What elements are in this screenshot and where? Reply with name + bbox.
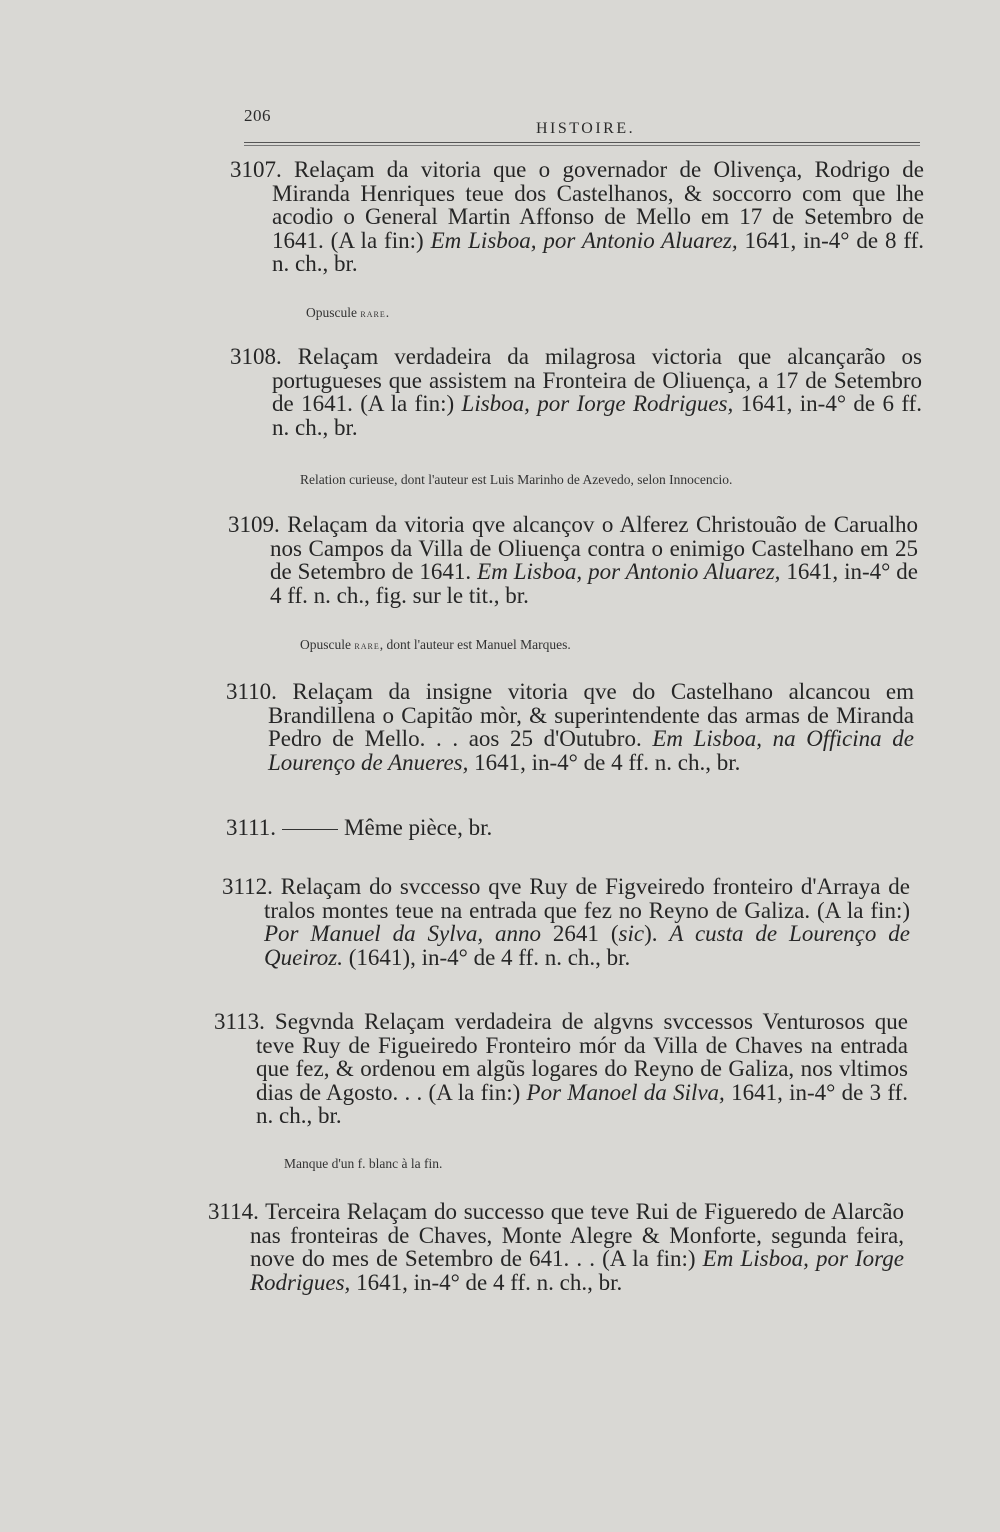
entry-imprint: Lisboa, por Iorge Rodrigues, bbox=[461, 391, 734, 416]
note-text: Opuscule bbox=[300, 637, 355, 652]
entry-imprint: Em Lisboa, por Antonio Aluarez, bbox=[430, 227, 738, 253]
entry-text: Relaçam da vitoria que o governador de Olivença, Rodrigo de Miranda Henriques teue dos Castelhanos, & soccorro com que lhe acodio o General Martin Affonso de Mello em 17 de Setembro de 1641. (A la fin:) bbox=[272, 157, 924, 253]
entry-text: Relaçam da vitoria qve alcançov o Alferez Christouão de Carualho nos Campos da Villa de Oliuença contra o enimigo Castelhano em 25 de Setembro de 1641. bbox=[270, 512, 918, 584]
entry-text-end: 1641, in-4° de 3 ff. n. ch., br. bbox=[256, 1079, 908, 1128]
entry-text-end: (1641), in-4° de 4 ff. n. ch., br. bbox=[343, 944, 631, 970]
note-3107 bbox=[306, 305, 389, 321]
entry-text-end: 1641, in-4° de 4 ff. n. ch., fig. sur le tit., br. bbox=[270, 559, 918, 608]
note-text-end: . bbox=[385, 305, 390, 320]
entry-sic: sic bbox=[618, 921, 645, 946]
entry-number: 3111. bbox=[226, 815, 277, 840]
entry-text-end: 1641, in-4° de 8 ff. n. ch., br. bbox=[272, 227, 925, 276]
entry-text: Terceira Relaçam do successo que teve Rui de Figueredo de Alarcão nas fronteiras de Chaves, Monte Alegre & Monforte, segunda feira, nove do mes de Setembro de 641. . . (A la fin:) bbox=[250, 1199, 904, 1271]
entry-number: 3108. bbox=[230, 344, 282, 369]
note-text-end: , dont l'auteur est Manuel Marques. bbox=[379, 637, 571, 652]
entry-3109 bbox=[228, 512, 918, 608]
entry-3114 bbox=[208, 1199, 904, 1295]
note-text: Opuscule bbox=[306, 305, 361, 320]
entry-imprint: Por Manoel da Silva, bbox=[526, 1079, 725, 1105]
entry-imprint: Em Lisboa, na Officina de Lourenço de Anueres, bbox=[268, 726, 914, 775]
entry-3113 bbox=[214, 1009, 908, 1128]
entry-imprint: Em Lisboa, por Iorge Rodrigues, bbox=[250, 1246, 904, 1295]
entry-number: 3109. bbox=[228, 512, 280, 537]
entry-imprint: Por Manuel da Sylva, anno bbox=[264, 921, 541, 946]
entry-number: 3112. bbox=[222, 874, 273, 899]
entry-3112 bbox=[222, 874, 910, 970]
entry-text-end: 1641, in-4° de 4 ff. n. ch., br. bbox=[468, 749, 741, 775]
entry-text-end: 1641, in-4° de 4 ff. n. ch., br. bbox=[350, 1269, 623, 1295]
entry-imprint-2: A custa de Lourenço de Queiroz. bbox=[264, 921, 910, 970]
entry-text-mid2: ). bbox=[644, 921, 670, 946]
entry-3107 bbox=[230, 157, 925, 276]
entry-text: Relaçam do svccesso qve Ruy de Figveiredo fronteiro d'Arraya de tralos montes teue na entrada que fez no Reyno de Galiza. (A la fin:) bbox=[264, 874, 910, 923]
entry-text-mid: 2641 ( bbox=[541, 921, 619, 946]
entry-number: 3113. bbox=[214, 1009, 265, 1034]
entry-3111 bbox=[226, 815, 908, 840]
page-number: 206 bbox=[244, 106, 271, 125]
ditto-dash bbox=[282, 829, 338, 830]
running-head: HISTOIRE. bbox=[536, 120, 636, 137]
note-smallcaps: rare bbox=[360, 306, 386, 320]
entry-text: Même pièce, br. bbox=[344, 815, 493, 840]
entry-number: 3114. bbox=[208, 1199, 259, 1224]
header-rule bbox=[244, 142, 920, 146]
entry-3110 bbox=[226, 679, 914, 775]
entry-number: 3107. bbox=[230, 157, 282, 182]
entry-imprint: Em Lisboa, por Antonio Aluarez, bbox=[477, 559, 781, 584]
note-smallcaps: rare bbox=[354, 638, 380, 652]
note-3113: Manque d'un f. blanc à la fin. bbox=[284, 1156, 443, 1171]
note-3109 bbox=[300, 637, 571, 653]
note-3108: Relation curieuse, dont l'auteur est Luis Marinho de Azevedo, selon Innocencio. bbox=[300, 472, 733, 487]
entry-number: 3110. bbox=[226, 679, 277, 704]
entry-text: Segvnda Relaçam verdadeira de algvns svccessos Venturosos que teve Ruy de Figueiredo Fronteiro mór da Villa de Chaves na entrada que fez, & ordenou em algũs logares do Reyno de Galiza, nos vltimos dias de Agosto. . . (A la fin:) bbox=[256, 1009, 908, 1105]
entry-text: Relaçam da insigne vitoria qve do Castelhano alcancou em Brandillena o Capitão mòr, & superintendente das armas de Miranda Pedro de Mello. . . aos 25 d'Outubro. bbox=[268, 679, 914, 751]
entry-text-end: 1641, in-4° de 6 ff. n. ch., br. bbox=[272, 391, 922, 440]
entry-3108 bbox=[230, 344, 922, 440]
entry-text: Relaçam verdadeira da milagrosa victoria que alcançarão os portugueses que assistem na Fronteira de Oliuença, a 17 de Setembro de 1641. (A la fin:) bbox=[272, 344, 922, 416]
